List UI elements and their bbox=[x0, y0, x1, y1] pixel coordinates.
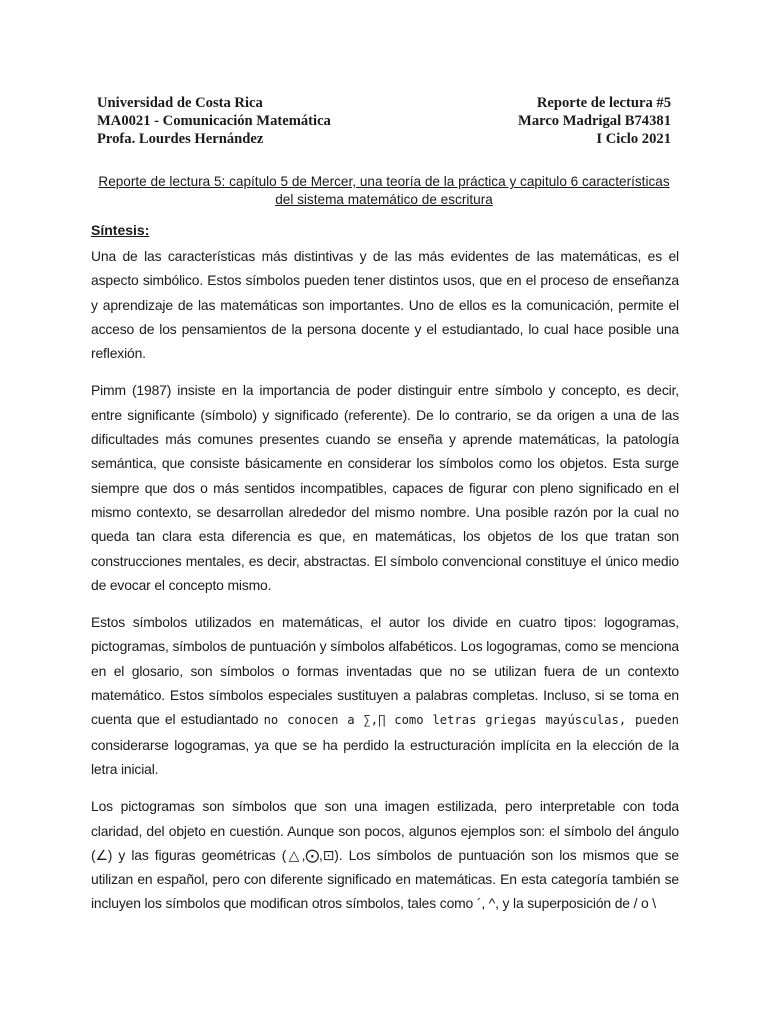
paragraph-3-mono: no conocen a ∑,∏ como letras griegas mayúsculas, pueden bbox=[263, 713, 680, 728]
document-header bbox=[97, 94, 671, 148]
paragraph-4: Los pictogramas son símbolos que son una imagen estilizada, pero interpretable con toda claridad, del objeto en cuestión. Aunque son pocos, algunos ejemplos son: el símbolo del ángulo (∠) y las figuras geométricas (△,⨀,⊡). Los símbolos de puntuación son los mismos que se utilizan en español, pero con diferente significado en matemáticas. En esta categoría también se incluyen los símbolos que modifican otros símbolos, tales como ´, ^, y la superposición de / o \ bbox=[91, 798, 679, 912]
header-row-1 bbox=[97, 94, 671, 112]
paragraph-3 bbox=[91, 610, 679, 781]
paragraph-2: Pimm (1987) insiste en la importancia de poder distinguir entre símbolo y concepto, es decir, entre significante (símbolo) y significado (referente). De lo contrario, se da origen a una de las dificultades más comunes presentes cuando se enseña y aprende matemáticas, la patología semántica, que consiste básicamente en considerar los símbolos como los objetos. Esta surge siempre que dos o más sentidos incompatibles, capaces de figurar con pleno significado en el mismo contexto, se desarrollan alrededor del mismo nombre. Una posible razón por la cual no queda tan clara esta diferencia es que, en matemáticas, los objetos de los que tratan son construcciones mentales, es decir, abstractas. El símbolo convencional constituye el único medio de evocar el concepto mismo. bbox=[91, 382, 679, 593]
course-name: MA0021 - Comunicación Matemática bbox=[97, 113, 331, 129]
paragraph-3-start: Estos símbolos utilizados en matemáticas, el autor los divide en cuatro tipos: logogramas, pictogramas, símbolos de puntuación y símbolos alfabéticos. Los logogramas, como se menciona en el glosario, son símbolos o formas inventadas que no se utilizan fuera de un contexto matemático. Estos símbolos especiales sustituyen a palabras completas. Incluso, si se toma en cuenta que el estudiantado bbox=[91, 614, 679, 728]
student-name: Marco Madrigal B74381 bbox=[518, 113, 671, 129]
paragraph-3-end: considerarse logogramas, ya que se ha perdido la estructuración implícita en la elección de la letra inicial. bbox=[91, 736, 679, 777]
professor-name: Profa. Lourdes Hernández bbox=[97, 131, 264, 147]
title-line-1: Reporte de lectura 5: capítulo 5 de Mercer, una teoría de la práctica y capitulo 6 características bbox=[98, 174, 670, 189]
body-text bbox=[91, 244, 679, 929]
title-line-2: del sistema matemático de escritura bbox=[275, 192, 493, 207]
section-heading: Síntesis: bbox=[91, 222, 150, 238]
term: I Ciclo 2021 bbox=[596, 131, 671, 147]
university-name: Universidad de Costa Rica bbox=[97, 95, 263, 111]
paragraph-1: Una de las características más distintivas y de las más evidentes de las matemáticas, es el aspecto simbólico. Estos símbolos pueden tener distintos usos, que en el proceso de enseñanza y aprendizaje de las matemáticas son importantes. Uno de ellos es la comunicación, permite el acceso de los pensamientos de la persona docente y el estudiantado, lo cual hace posible una reflexión. bbox=[91, 248, 679, 362]
header-row-2 bbox=[97, 112, 671, 130]
report-number: Reporte de lectura #5 bbox=[536, 95, 671, 111]
header-row-3 bbox=[97, 130, 671, 148]
document-title bbox=[82, 173, 686, 209]
